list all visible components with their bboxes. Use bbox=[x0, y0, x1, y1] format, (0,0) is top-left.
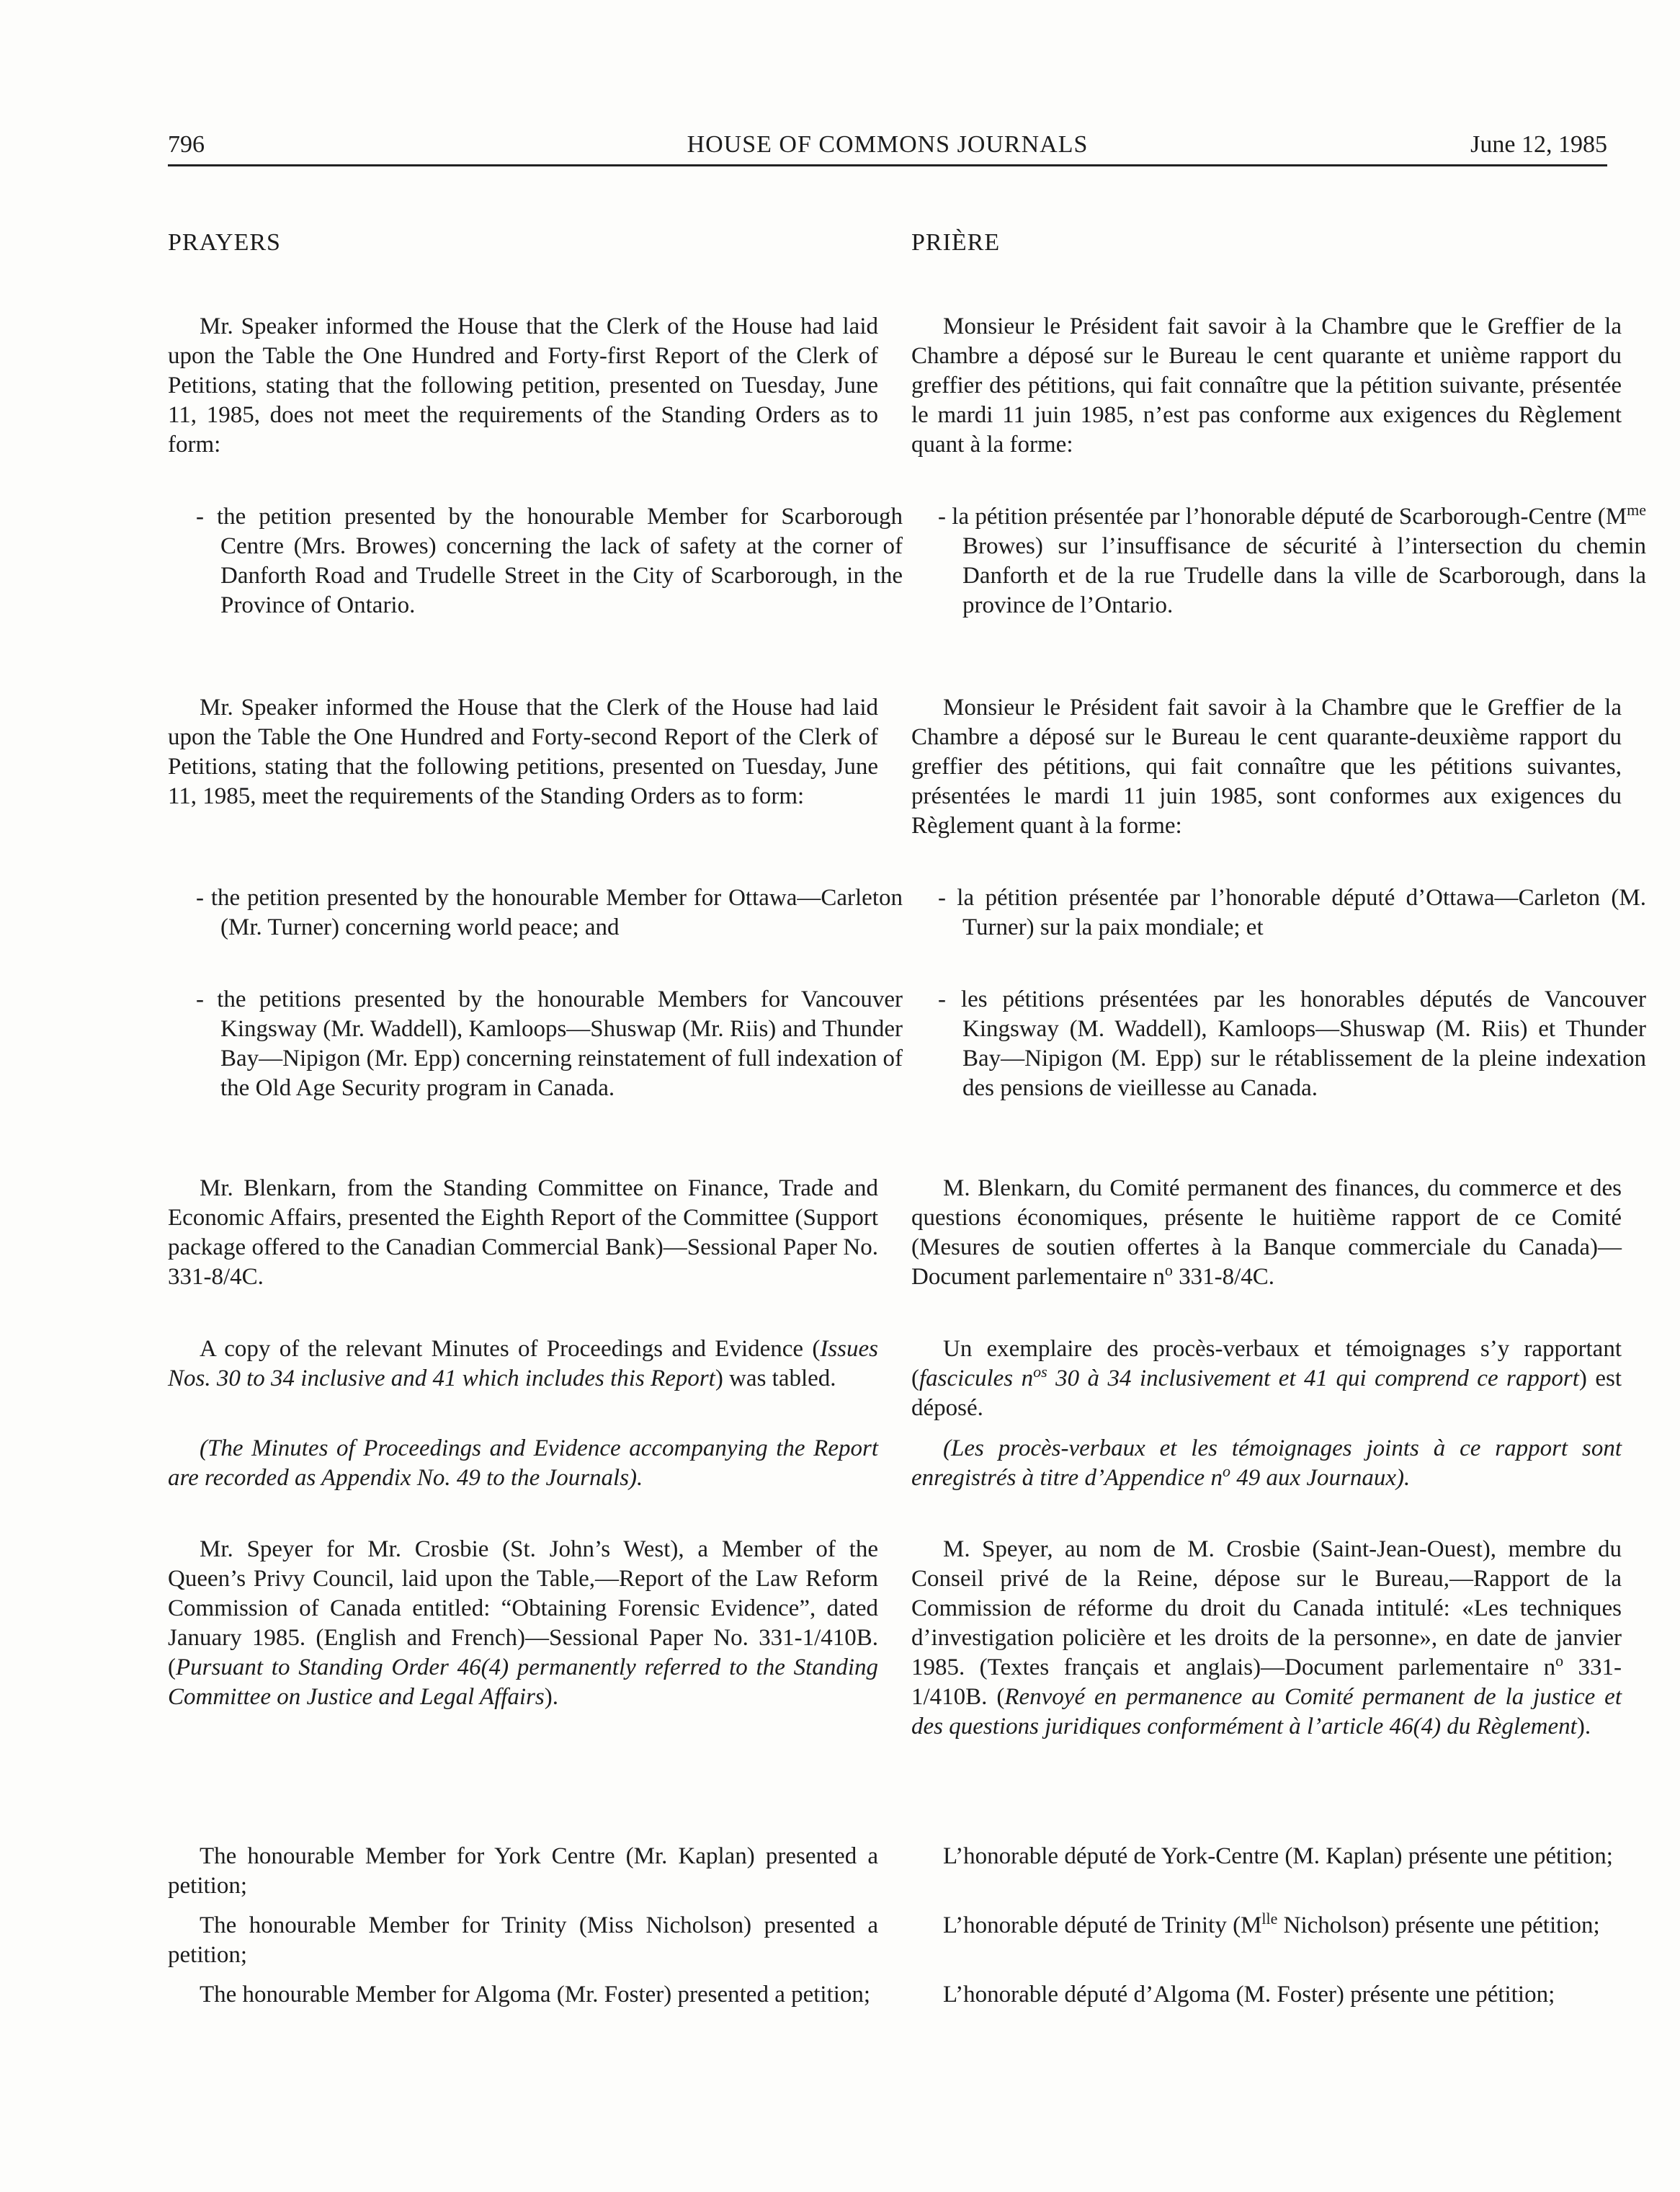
fr-list-item-3: - les pétitions présentées par les honorables députés de Vancouver Kingsway (M. Waddell), Kamloops—Shuswap (M. Riis) et Thunder Bay—Nipigon (M. Epp) sur le rétablissement de la pleine indexation des pensions de vieillesse au Canada. bbox=[938, 986, 1646, 1101]
en-list-item-2: - the petition presented by the honourable Member for Ottawa—Carleton (Mr. Turner) concerning world peace; and bbox=[196, 885, 903, 940]
fr-paragraph-4: Un exemplaire des procès-verbaux et témoignages s’y rapportant (fascicules $n^{os}$ 30 à 34 inclusivement et 41 qui comprend ce rapport) est déposé. bbox=[911, 1336, 1622, 1421]
en-list-item-3: - the petitions presented by the honourable Members for Vancouver Kingsway (Mr. Waddell), Kamloops—Shuswap (Mr. Riis) and Thunder Bay—Nipigon (Mr. Epp) concerning reinstatement of full indexation of the Old Age Security program in Canada. bbox=[196, 986, 903, 1101]
journal-title: HOUSE OF COMMONS JOURNALS bbox=[687, 131, 1089, 158]
heading-priere: PRIÈRE bbox=[911, 229, 1001, 256]
en-paragraph-4: A copy of the relevant Minutes of Proceedings and Evidence (Issues Nos. 30 to 34 inclusive and 41 which includes this Report) was tabled. bbox=[168, 1336, 878, 1391]
en-paragraph-5: (The Minutes of Proceedings and Evidence accompanying the Report are recorded as Appendix No. 49 to the Journals). bbox=[168, 1435, 878, 1491]
heading-prayers: PRAYERS bbox=[168, 229, 281, 256]
fr-paragraph-9: L’honorable député d’Algoma (M. Foster) présente une pétition; bbox=[943, 1982, 1555, 2008]
fr-paragraph-3: M. Blenkarn, du Comité permanent des finances, du commerce et des questions économiques, présente le huitième rapport de ce Comité (Mesures de soutien offertes à la Banque commerciale du Canada)—Document parlementaire $n^o$ 331-8/4C. bbox=[911, 1175, 1622, 1290]
fr-paragraph-6: M. Speyer, au nom de M. Crosbie (Saint-Jean-Ouest), membre du Conseil privé de la Reine, dépose sur le Bureau,—Rapport de la Commission de réforme du droit du Canada intitulé: «Les techniques d’investigation policière et les droits de la personne», en date de janvier 1985. (Textes français et anglais)—Document parlementaire $n^o$ 331-1/410B. (Renvoyé en permanence au Comité permanent de la justice et des questions juridiques conformément à l’article 46(4) du Règlement). bbox=[911, 1536, 1622, 1739]
en-paragraph-2: Mr. Speaker informed the House that the Clerk of the House had laid upon the Table the One Hundred and Forty-second Report of the Clerk of Petitions, stating that the following petitions, presented on Tuesday, June 11, 1985, meet the requirements of the Standing Orders as to form: bbox=[168, 695, 878, 809]
en-list-item-1: - the petition presented by the honourable Member for Scarborough Centre (Mrs. Browes) concerning the lack of safety at the corner of Danforth Road and Trudelle Street in the City of Scarborough, in the Province of Ontario. bbox=[196, 504, 903, 618]
page-number: 796 bbox=[168, 131, 205, 158]
en-paragraph-8: The honourable Member for Trinity (Miss Nicholson) presented a petition; bbox=[168, 1912, 878, 1968]
fr-paragraph-2: Monsieur le Président fait savoir à la Chambre que le Greffier de la Chambre a déposé sur le Bureau le cent quarante-deuxième rapport du greffier des pétitions, qui fait connaître que les pétitions suivantes, présentées le mardi 11 juin 1985, sont conformes aux exigences du Règlement quant à la forme: bbox=[911, 695, 1622, 839]
header-date: June 12, 1985 bbox=[1470, 131, 1607, 158]
fr-paragraph-8: L’honorable député de Trinity ($M^{lle}$ Nicholson) présente une pétition; bbox=[943, 1910, 1600, 1938]
en-paragraph-1: Mr. Speaker informed the House that the Clerk of the House had laid upon the Table the One Hundred and Forty-first Report of the Clerk of Petitions, stating that the following petition, presented on Tuesday, June 11, 1985, does not meet the requirements of the Standing Orders as to form: bbox=[168, 313, 878, 458]
fr-paragraph-5: (Les procès-verbaux et les témoignages joints à ce rapport sont enregistrés à titre d’Appendice $n^o$ 49 aux Journaux). bbox=[911, 1435, 1622, 1491]
en-paragraph-6: Mr. Speyer for Mr. Crosbie (St. John’s West), a Member of the Queen’s Privy Council, laid upon the Table,—Report of the Law Reform Commission of Canada entitled: “Obtaining Forensic Evidence”, dated January 1985. (English and French)—Sessional Paper No. 331-1/410B. (Pursuant to Standing Order 46(4) permanently referred to the Standing Committee on Justice and Legal Affairs). bbox=[168, 1536, 878, 1710]
en-paragraph-7: The honourable Member for York Centre (Mr. Kaplan) presented a petition; bbox=[168, 1843, 878, 1899]
fr-list-item-2: - la pétition présentée par l’honorable député d’Ottawa—Carleton (M. Turner) sur la paix mondiale; et bbox=[938, 885, 1646, 940]
page-header bbox=[168, 128, 1607, 166]
en-paragraph-3: Mr. Blenkarn, from the Standing Committee on Finance, Trade and Economic Affairs, presented the Eighth Report of the Committee (Support package offered to the Canadian Commercial Bank)—Sessional Paper No. 331-8/4C. bbox=[168, 1175, 878, 1290]
en-paragraph-9: The honourable Member for Algoma (Mr. Foster) presented a petition; bbox=[200, 1982, 871, 2008]
fr-list-item-1: - la pétition présentée par l’honorable député de Scarborough-Centre ($M^{me}$ Browes) sur l’insuffisance de sécurité à l’intersection du chemin Danforth et de la rue Trudelle dans la ville de Scarborough, dans la province de l’Ontario. bbox=[938, 501, 1646, 618]
fr-paragraph-7: L’honorable député de York-Centre (M. Kaplan) présente une pétition; bbox=[943, 1843, 1613, 1869]
fr-paragraph-1: Monsieur le Président fait savoir à la Chambre que le Greffier de la Chambre a déposé sur le Bureau le cent quarante et unième rapport du greffier des pétitions, qui fait connaître que la pétition suivante, présentée le mardi 11 juin 1985, n’est pas conforme aux exigences du Règlement quant à la forme: bbox=[911, 313, 1622, 458]
